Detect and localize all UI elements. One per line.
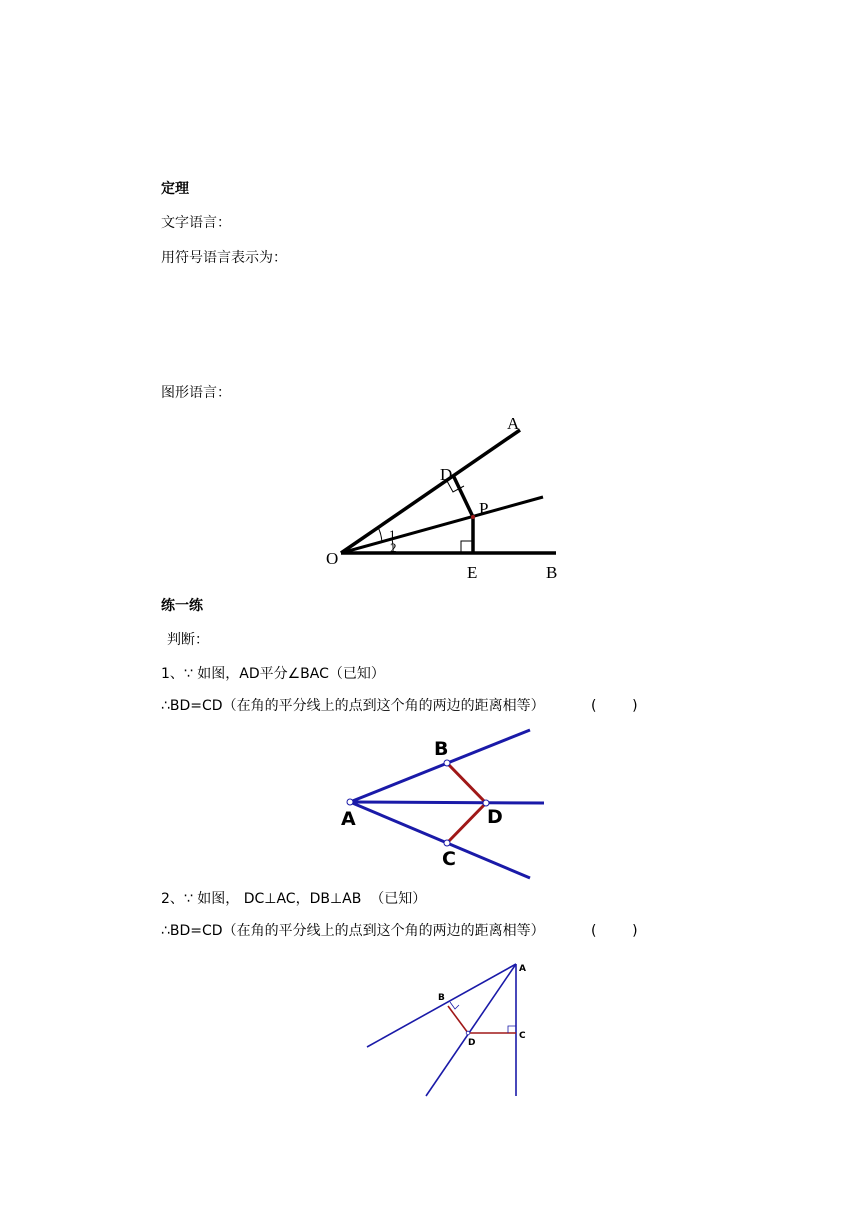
question-1-answer-blank[interactable]: ( ): [591, 698, 638, 714]
question-1-premise: 1、∵ 如图，AD平分∠BAC（已知）: [161, 666, 385, 682]
segment-bd: [447, 763, 486, 803]
point-d: [466, 1031, 470, 1035]
question-1-figure: [335, 725, 555, 885]
segment-pd: [453, 475, 473, 517]
ray-ac: [350, 802, 530, 878]
judge-label: 判断：: [167, 632, 209, 648]
label-d: D: [468, 1038, 476, 1048]
label-b: B: [438, 993, 445, 1003]
line-ad: [426, 964, 516, 1096]
point-b: [444, 760, 450, 766]
question-2-figure: [360, 956, 540, 1098]
label-d: D: [487, 806, 503, 828]
point-p: [471, 515, 475, 519]
segment-cd: [447, 803, 486, 843]
bisector-op: [341, 497, 543, 553]
label-a: A: [507, 414, 520, 433]
ray-oa: [341, 430, 520, 553]
label-b: B: [546, 563, 558, 582]
label-c: C: [519, 1031, 526, 1041]
label-b: B: [434, 738, 449, 760]
label-p: P: [479, 499, 489, 518]
practice-heading: 练一练: [161, 598, 203, 614]
question-2-conclusion: ∴BD=CD（在角的平分线上的点到这个角的两边的距离相等）: [161, 923, 545, 939]
right-angle-mark-b: [450, 1002, 459, 1009]
right-angle-mark-e: [461, 541, 473, 553]
point-a: [347, 799, 353, 805]
angle-bisector-figure: [320, 408, 580, 583]
label-a: A: [519, 964, 526, 974]
ray-ad: [350, 802, 544, 803]
question-2-premise: 2、∵ 如图， DC⊥AC，DB⊥AB （已知）: [161, 891, 427, 907]
figure-language-label: 图形语言：: [161, 385, 231, 401]
label-o: O: [326, 549, 339, 568]
label-d: D: [440, 465, 453, 484]
segment-bd: [448, 1006, 468, 1033]
label-e: E: [467, 563, 478, 582]
right-angle-mark-c: [508, 1026, 516, 1033]
angle-arc-1: [378, 527, 382, 543]
text-language-label: 文字语言：: [161, 215, 231, 231]
point-c: [444, 840, 450, 846]
line-ab: [367, 964, 516, 1047]
symbol-language-label: 用符号语言表示为：: [161, 250, 287, 266]
question-2-answer-blank[interactable]: ( ): [591, 923, 638, 939]
label-c: C: [442, 848, 456, 870]
label-angle-2: 2: [390, 540, 397, 555]
theorem-heading: 定理: [161, 181, 189, 197]
label-a: A: [341, 808, 356, 830]
label-angle-1: 1: [389, 527, 396, 542]
question-1-conclusion: ∴BD=CD（在角的平分线上的点到这个角的两边的距离相等）: [161, 698, 545, 714]
